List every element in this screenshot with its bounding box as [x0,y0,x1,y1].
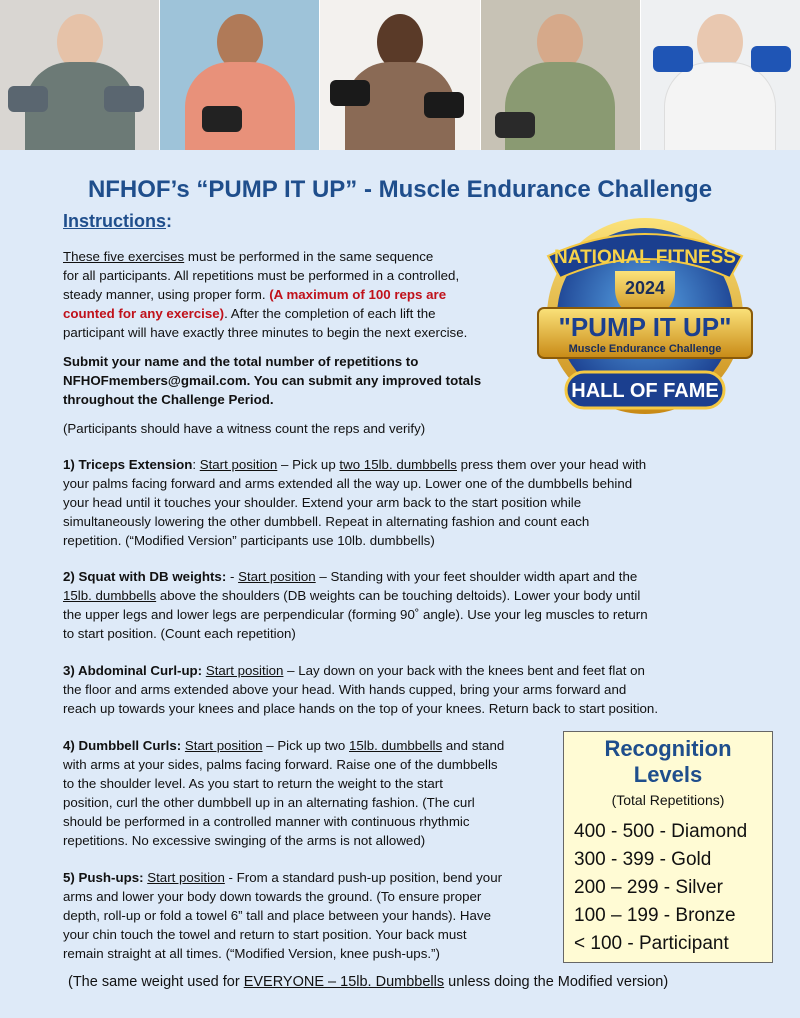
start-position-label: Start position [184,738,263,753]
dumbbell-weight-label: two 15lb. dumbbells [339,457,457,472]
senior-man-photo [481,0,641,150]
start-position-label: Start position [147,870,225,885]
exercise-text: – Standing with your feet shoulder width apart and the [315,569,638,584]
exercise-3 [63,661,763,718]
level-participant: < 100 - Participant [574,933,729,954]
level-diamond: 400 - 500 - Diamond [574,821,748,842]
intro-text: steady manner, using proper form. [63,287,270,302]
exercise-text: position, curl the other dumbbell up in an alternating fashion. (The curl [63,795,475,810]
start-position-label: Start position [199,457,278,472]
start-position-label: Start position [238,569,316,584]
level-silver: 200 – 299 - Silver [574,877,723,898]
badge-subtitle: Muscle Endurance Challenge [568,343,722,355]
exercise-text: repetitions. No excessive swinging of the arms is not allowed) [63,833,426,848]
intro-text: for all participants. All repetitions must be performed in a controlled, [63,268,460,283]
woman-curl-photo [320,0,480,150]
intro-underlined: These five exercises [63,249,185,264]
torso-shape [185,62,295,150]
woman-with-dumbbells-photo [0,0,160,150]
exercise-text: repetition. (“Modified Version” participants use 10lb. dumbbells) [63,533,435,548]
exercise-text: your chin touch the towel and return to start position. Your back must [63,927,467,942]
badge-top-text: NATIONAL FITNESS [554,247,736,268]
max-reps-note: (A maximum of 100 reps are [269,287,447,302]
exercise-2-title: 2) Squat with DB weights: [63,569,227,584]
witness-note: (Participants should have a witness count the reps and verify) [63,421,426,436]
recognition-level-list [564,818,772,958]
exercise-text: the upper legs and lower legs are perpendicular (forming 90˚ angle). Use your leg muscles to return [63,607,648,622]
badge-main-text: "PUMP IT UP" [558,312,732,342]
intro-text: participant will have exactly three minutes to begin the next exercise. [63,325,468,340]
hall-of-fame-badge [530,216,760,432]
exercise-1-title: 1) Triceps Extension [63,457,193,472]
intro-text: . After the completion of each lift the [224,306,436,321]
dumbbell-icon [751,46,791,72]
exercise-1 [63,455,763,550]
exercise-3-title: 3) Abdominal Curl-up: [63,663,203,678]
footer-text: (The same weight used for [68,974,244,990]
page-title: NFHOF’s “PUMP IT UP” - Muscle Endurance Challenge [87,176,713,203]
exercise-text: remain straight at all times. (“Modified Version, knee push-ups.”) [63,946,440,961]
exercise-text: – Lay down on your back with the knees bent and feet flat on [283,663,645,678]
footer-note [68,974,668,990]
instructions-heading-text: Instructions [63,211,167,231]
torso-shape [664,62,776,150]
submit-paragraph [63,352,533,409]
dumbbell-icon [104,86,144,112]
exercise-5 [63,868,558,963]
level-bronze: 100 – 199 - Bronze [574,905,736,926]
badge-bottom-text: HALL OF FAME [571,380,719,402]
submit-text: Submit your name and the total number of repetitions to [63,354,419,369]
dumbbell-icon [495,112,535,138]
recognition-levels-box [563,731,773,963]
exercise-5-title: 5) Push-ups: [63,870,144,885]
exercise-text: your palms facing forward and arms extended all the way up. Lower one of the dumbbells behind [63,476,633,491]
exercise-4-title: 4) Dumbbell Curls: [63,738,182,753]
dumbbell-icon [653,46,693,72]
header-photo-strip [0,0,800,162]
exercise-text: - [226,569,239,584]
recognition-subtitle: (Total Repetitions) [611,792,725,808]
footer-underlined: EVERYONE – 15lb. Dumbbells [243,974,445,990]
exercise-text: and stand [442,738,505,753]
man-with-dumbbell-photo [160,0,320,150]
recognition-heading-line: Levels [633,762,703,787]
instructions-colon: : [166,211,173,231]
footer-text: unless doing the Modified version) [444,974,669,990]
exercise-text: – Pick up two [262,738,349,753]
dumbbell-icon [424,92,464,118]
instructions-heading [63,211,172,232]
dumbbell-icon [330,80,370,106]
max-reps-note: counted for any exercise) [63,306,225,321]
dumbbell-icon [202,106,242,132]
exercise-text: depth, roll-up or fold a towel 6” tall and place between your hands). Have [63,908,491,923]
submit-text: throughout the Challenge Period. [63,392,274,407]
exercise-text: your head until it touches your shoulder. Extend your arm back to the start position while [63,495,582,510]
exercise-text: arms and lower your body down towards the ground. (To ensure proper [63,889,482,904]
exercise-text: with arms at your sides, palms facing forward. Raise one of the dumbbells [63,757,498,772]
level-gold: 300 - 399 - Gold [574,849,712,870]
exercise-4 [63,736,558,850]
submit-email-text: NFHOFmembers@gmail.com. You can submit any improved totals [63,373,482,388]
badge-year: 2024 [624,278,666,298]
dumbbell-icon [8,86,48,112]
recognition-heading-line: Recognition [604,736,732,761]
exercise-text: to the shoulder level. As you start to return the weight to the start [63,776,443,791]
dumbbell-weight-label: 15lb. dumbbells [63,588,157,603]
exercise-2 [63,567,763,643]
exercise-text: : [192,457,200,472]
exercise-text: - From a standard push-up position, bend your [224,870,503,885]
recognition-heading [564,736,772,788]
dumbbell-weight-label: 15lb. dumbbells [349,738,443,753]
woman-overhead-press-photo [641,0,800,150]
exercise-text: above the shoulders (DB weights can be touching deltoids). Lower your body until [156,588,641,603]
exercise-text: should be performed in a controlled manner with continuous rhythmic [63,814,470,829]
intro-text: must be performed in the same sequence [184,249,434,264]
exercise-text: – Pick up [277,457,340,472]
start-position-label: Start position [205,663,284,678]
exercise-text: simultaneously lowering the other dumbbell. Repeat in alternating fashion and count each [63,514,590,529]
intro-paragraph [63,247,533,342]
exercise-text: reach up towards your knees and place hands on the top of your knees. Return back to start position. [63,701,659,716]
exercise-text: press them over your head with [456,457,647,472]
exercise-text: to start position. (Count each repetition) [63,626,296,641]
exercise-text: the floor and arms extended above your head. With hands cupped, bring your arms forward and [63,682,627,697]
